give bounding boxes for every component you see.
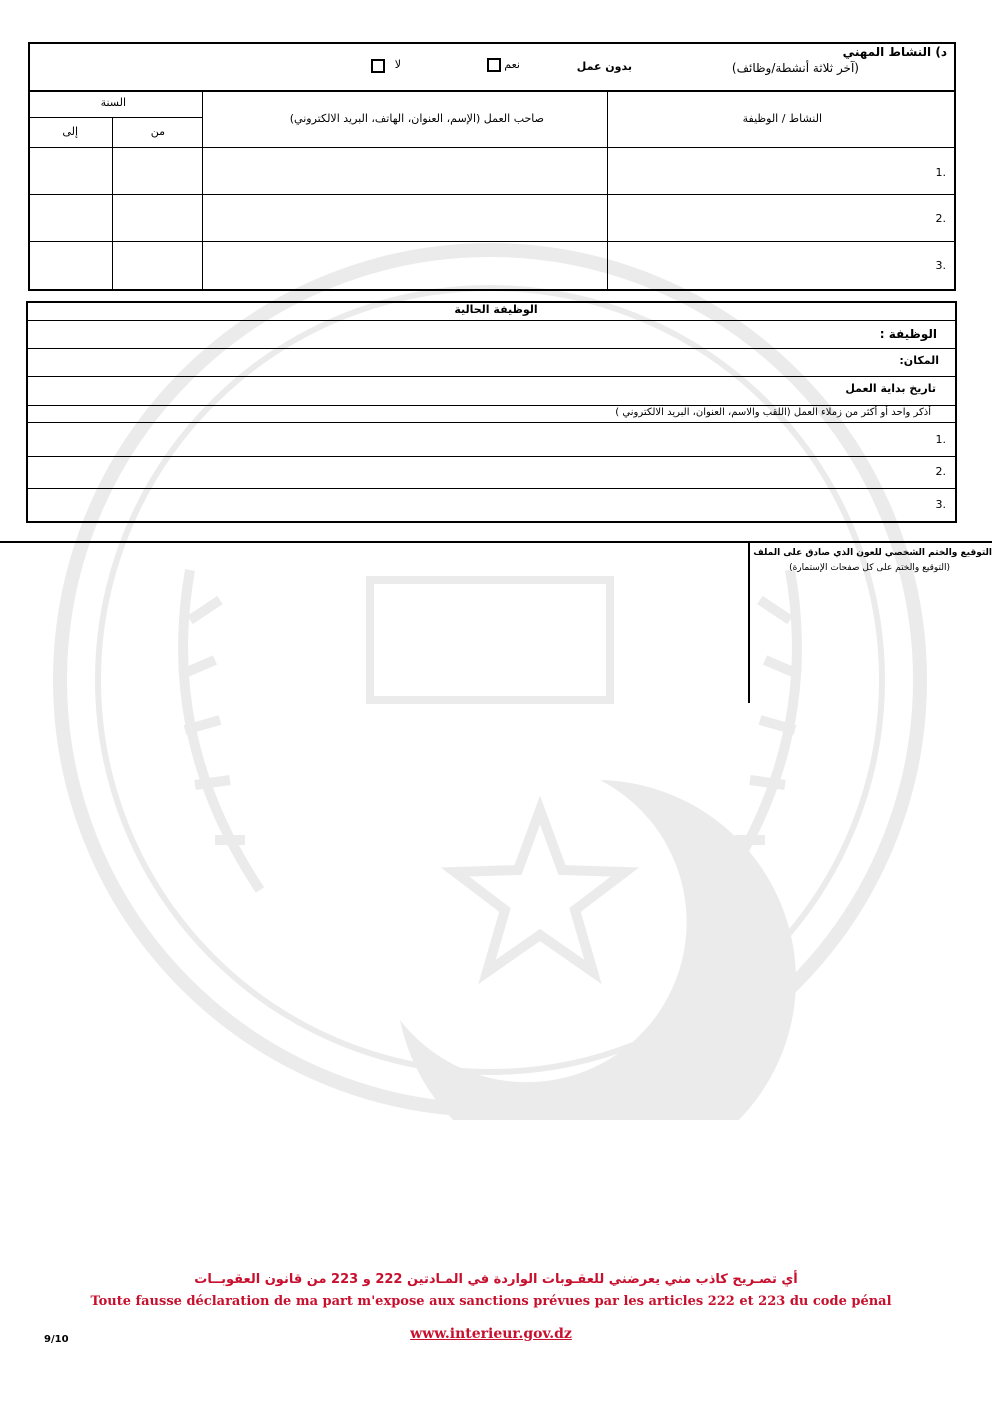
colleague-row-2-number: 2.: [935, 465, 946, 478]
current-job-title: الوظيفة الحالية: [454, 303, 538, 316]
signature-separator: [0, 541, 992, 543]
no-checkbox[interactable]: [371, 59, 385, 73]
header-from: من: [150, 125, 165, 138]
colleague-row-3-number: 3.: [935, 498, 946, 511]
signature-title: التوقيع والختم الشخصي للعون الذي صادق على الملف: [753, 548, 992, 558]
current-job-start-label: تاريخ بداية العمل: [845, 382, 936, 395]
section-d-subtitle: (آخر ثلاثة أنشطة/وظائف): [731, 61, 859, 75]
warning-arabic: أي تصـريح كاذب مني يعرضني للعقـوبات الواردة في المـادتين 222 و 223 من قانون العقوبــات: [194, 1272, 798, 1287]
unemployed-label: بدون عمل: [576, 60, 632, 73]
no-label: لا: [394, 58, 401, 71]
header-employer: صاحب العمل (الإسم، العنوان، الهاتف، البريد الالكتروني): [289, 112, 544, 125]
page-number: 9/10: [44, 1334, 69, 1345]
header-to: إلى: [62, 125, 78, 138]
yes-checkbox[interactable]: [487, 58, 501, 72]
activity-row-1-number: 1.: [935, 166, 946, 179]
section-d-title: د) النشاط المهني: [842, 45, 947, 59]
current-job-place-label: المكان:: [899, 354, 939, 367]
header-year: السنة: [100, 96, 126, 109]
activity-row-3-number: 3.: [935, 259, 946, 272]
signature-divider: [748, 543, 750, 703]
warning-french: Toute fausse déclaration de ma part m'expose aux sanctions prévues par les articles 222 et 223 du code pénal: [90, 1294, 892, 1309]
website-link[interactable]: www.interieur.gov.dz: [410, 1326, 572, 1342]
current-job-function-label: الوظيفة :: [879, 327, 937, 341]
activity-row-2-number: 2.: [935, 212, 946, 225]
colleague-row-1-number: 1.: [935, 433, 946, 446]
header-function: النشاط / الوظيفة: [742, 112, 822, 125]
yes-label: نعم: [504, 58, 520, 71]
colleagues-label: أذكر واحد أو أكثر من زملاء العمل (اللقب والاسم، العنوان، البريد الالكتروني ): [615, 407, 931, 418]
signature-note: (التوقيع والختم على كل صفحات الإستمارة): [789, 563, 950, 573]
